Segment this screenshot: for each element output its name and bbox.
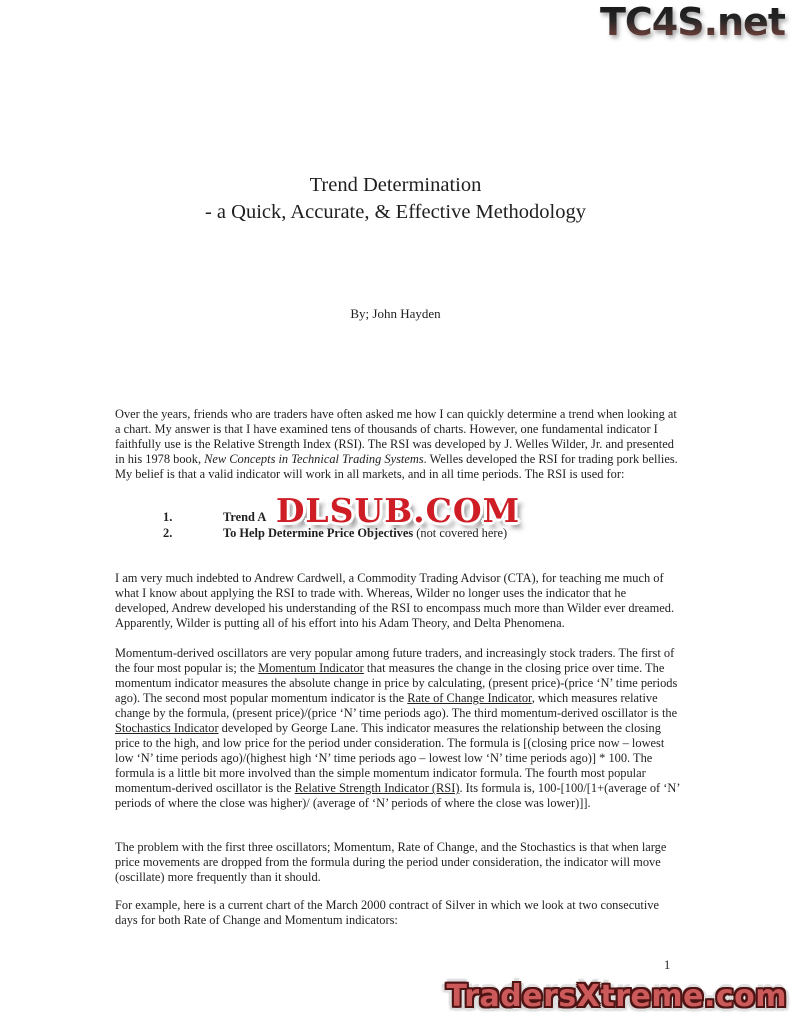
paragraph-problem: The problem with the first three oscillators; Momentum, Rate of Change, and the Stochastics is that when large price movements are dropped from the formula during the period under consideration, the indicator will move (oscillate) more frequently than it should.	[115, 840, 667, 884]
list-item-number: 2.	[163, 526, 173, 540]
list-item-label-text: To Help Determine Price Objectives	[223, 526, 414, 540]
tradersxtreme-logo: TradersXtreme.com	[446, 979, 787, 1014]
list-item-label-text: Trend A	[223, 510, 267, 524]
page-title-line2: - a Quick, Accurate, & Effective Methodology	[204, 201, 587, 223]
paragraph-intro: Over the years, friends who are traders have often asked me how I can quickly determine a trend when looking at a chart. My answer is that I have examined tens of thousands of charts. However, one fundamental indicator I faithfully use is the Relative Strength Index (RSI). The RSI was developed by J. Welles Wilder, Jr. and presented in his 1978 book, New Concepts in Technical Trading Systems. Welles developed the RSI for trading pork bellies. My belief is that a valid indicator will work in all markets, and in all time periods. The RSI is used for:	[115, 407, 678, 481]
page-number: 1	[664, 958, 671, 972]
paragraph-oscillators: Momentum-derived oscillators are very popular among future traders, and increasingly stock traders. The first of the four most popular is; the Momentum Indicator that measures the change in the closing price over time. The momentum indicator measures the absolute change in price by calculating, (present price)-(price ‘N’ time periods ago). The second most popular momentum indicator is the Rate of Change Indicator, which measures relative change by the formula, (present price)/(price ‘N’ time periods ago). The third momentum-derived oscillator is the Stochastics Indicator developed by George Lane. This indicator measures the relationship between the closing price to the high, and low price for the period under consideration. The formula is [(closing price now – lowest low ‘N’ time periods ago)/(highest high ‘N’ time periods ago – lowest low ‘N’ time periods ago)] * 100. The formula is a little bit more involved than the simple momentum indicator formula. The fourth most popular momentum-derived oscillator is the Relative Strength Indicator (RSI). Its formula is, 100-[100/[1+(average of ‘N’ periods of where the close was higher)/ (average of ‘N’ periods of where the close was lower)]].	[115, 646, 680, 810]
paragraph-indebted: I am very much indebted to Andrew Cardwell, a Commodity Trading Advisor (CTA), for teaching me much of what I know about applying the RSI to trade with. Whereas, Wilder no longer uses the indicator that he developed, Andrew developed his understanding of the RSI to encompass much more than Wilder ever dreamed. Apparently, Wilder is putting all of his effort into his Adam Theory, and Delta Phenomena.	[115, 571, 675, 630]
page-title	[0, 172, 791, 226]
dlsub-watermark: DLSUB.COM	[275, 491, 521, 530]
paragraph-example: For example, here is a current chart of the March 2000 contract of Silver in which we look at two consecutive days for both Rate of Change and Momentum indicators:	[115, 898, 659, 927]
list-item-note: (not covered here)	[413, 526, 508, 540]
tc4s-logo: TC4S.net	[599, 0, 785, 44]
list-item-number: 1.	[163, 510, 173, 524]
byline: By; John Hayden	[350, 306, 441, 321]
page-title-line1: Trend Determination	[309, 174, 482, 196]
